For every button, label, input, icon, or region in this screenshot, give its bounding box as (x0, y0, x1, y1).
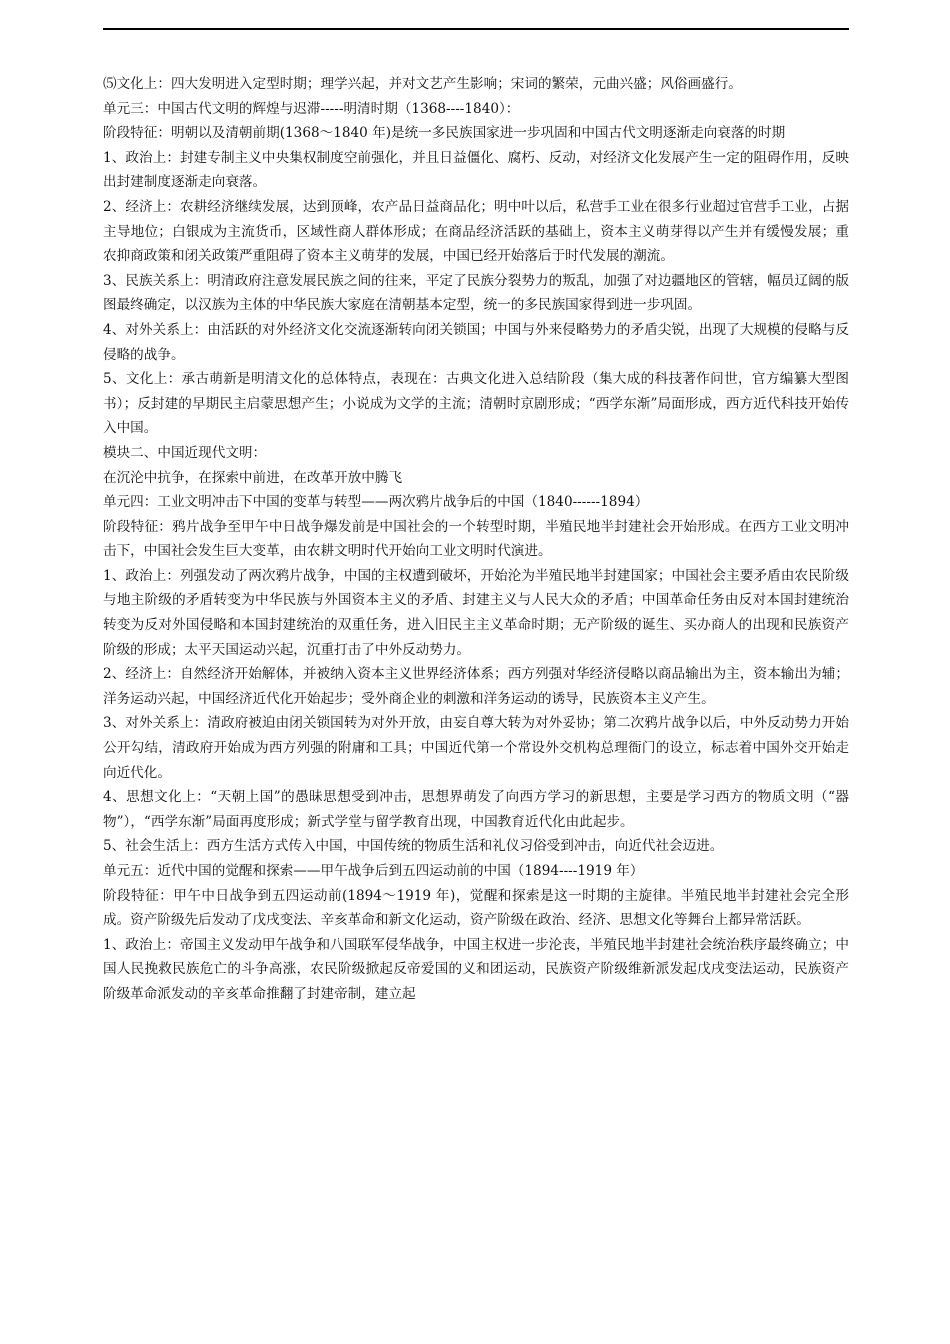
paragraph: 模块二、中国近现代文明： (103, 444, 267, 461)
paragraph: ⑸文化上：四大发明进入定型时期；理学兴起，并对文艺产生影响；宋词的繁荣，元曲兴盛；风俗画盛行。 (103, 76, 742, 92)
paragraph: 3、对外关系上：清政府被迫由闭关锁国转为对外开放，由妄自尊大转为对外妥协；第二次鸦片战争以后，中外反动势力开始公开勾结，清政府开始成为西方列强的附庸和工具；中国近代第一个常设外交机构总理衙门的设立，标志着中国外交开始走向近代化。 (103, 715, 849, 781)
paragraph: 1、政治上：列强发动了两次鸦片战争，中国的主权遭到破坏，开始沦为半殖民地半封建国家；中国社会主要矛盾由农民阶级与地主阶级的矛盾转变为中华民族与外国资本主义的矛盾、封建主义与人民大众的矛盾；中国革命任务由反对本国封建统治转变为反对外国侵略和本国封建统治的双重任务，进入旧民主主义革命时期；无产阶级的诞生、买办商人的出现和民族资产阶级的形成；太平天国运动兴起，沉重打击了中外反动势力。 (103, 567, 849, 658)
paragraph: 单元四：工业文明冲击下中国的变革与转型——两次鸦片战争后的中国（1840------1894） (103, 494, 649, 511)
paragraph: 单元三：中国古代文明的辉煌与迟滞-----明清时期（1368----1840）： (103, 100, 520, 117)
paragraph: 1、政治上：帝国主义发动甲午战争和八国联军侵华战争，中国主权进一步沦丧，半殖民地半封建社会统治秩序最终确立；中国人民挽救民族危亡的斗争高涨，农民阶级掀起反帝爱国的义和团运动，民族资产阶级维新派发起戊戌变法运动，民族资产阶级革命派发动的辛亥革命推翻了封建帝制，建立起 (103, 936, 849, 1002)
paragraph: 在沉沦中抗争，在探索中前进，在改革开放中腾飞 (103, 469, 403, 486)
paragraph: 2、经济上：自然经济开始解体，并被纳入资本主义世界经济体系；西方列强对华经济侵略以商品输出为主，资本输出为辅；洋务运动兴起，中国经济近代化开始起步；受外商企业的刺激和洋务运动的诱导，民族资本主义产生。 (103, 666, 849, 707)
document-body (103, 72, 849, 1007)
header-rule (103, 28, 849, 30)
paragraph: 1、政治上：封建专制主义中央集权制度空前强化，并且日益僵化、腐朽、反动，对经济文化发展产生一定的阻碍作用，反映出封建制度逐渐走向衰落。 (103, 149, 849, 191)
paragraph: 3、民族关系上：明清政府注意发展民族之间的往来，平定了民族分裂势力的叛乱，加强了对边疆地区的管辖，幅员辽阔的版图最终确定，以汉族为主体的中华民族大家庭在清朝基本定型，统一的多民族国家得到进一步巩固。 (103, 272, 849, 314)
paragraph: 2、经济上：农耕经济继续发展，达到顶峰，农产品日益商品化；明中叶以后，私营手工业在很多行业超过官营手工业，占据主导地位；白银成为主流货币，区域性商人群体形成；在商品经济活跃的基础上，资本主义萌芽得以产生并有缓慢发展；重农抑商政策和闭关政策严重阻碍了资本主义萌芽的发展，中国已经开始落后于时代发展的潮流。 (103, 198, 849, 265)
paragraph: 4、对外关系上：由活跃的对外经济文化交流逐渐转向闭关锁国；中国与外来侵略势力的矛盾尖锐，出现了大规模的侵略与反侵略的战争。 (103, 321, 849, 363)
paragraph: 单元五：近代中国的觉醒和探索——甲午战争后到五四运动前的中国（1894----1919 年） (103, 863, 644, 879)
paragraph: 5、文化上：承古萌新是明清文化的总体特点，表现在：古典文化进入总结阶段（集大成的科技著作问世，官方编纂大型图书）；反封建的早期民主启蒙思想产生；小说成为文学的主流；清朝时京剧形成；“西学东渐”局面形成，西方近代科技开始传入中国。 (103, 371, 849, 437)
paragraph: 4、思想文化上：“天朝上国”的愚昧思想受到冲击，思想界萌发了向西方学习的新思想，主要是学习西方的物质文明（“器物”），“西学东渐”局面再度形成；新式学堂与留学教育出现，中国教育近代化由此起步。 (103, 789, 849, 830)
paragraph: 阶段特征：甲午中日战争到五四运动前(1894～1919 年)，觉醒和探索是这一时期的主旋律。半殖民地半封建社会完全形成。资产阶级先后发动了戊戌变法、辛亥革命和新文化运动，资产阶级在政治、经济、思想文化等舞台上都异常活跃。 (103, 887, 849, 929)
paragraph: 5、社会生活上：西方生活方式传入中国，中国传统的物质生活和礼仪习俗受到冲击，向近代社会迈进。 (103, 838, 724, 855)
paragraph: 阶段特征：鸦片战争至甲午中日战争爆发前是中国社会的一个转型时期，半殖民地半封建社会开始形成。在西方工业文明冲击下，中国社会发生巨大变革，由农耕文明时代开始向工业文明时代演进。 (103, 518, 849, 560)
paragraph: 阶段特征：明朝以及清朝前期(1368～1840 年)是统一多民族国家进一步巩固和中国古代文明逐渐走向衰落的时期 (103, 125, 786, 142)
